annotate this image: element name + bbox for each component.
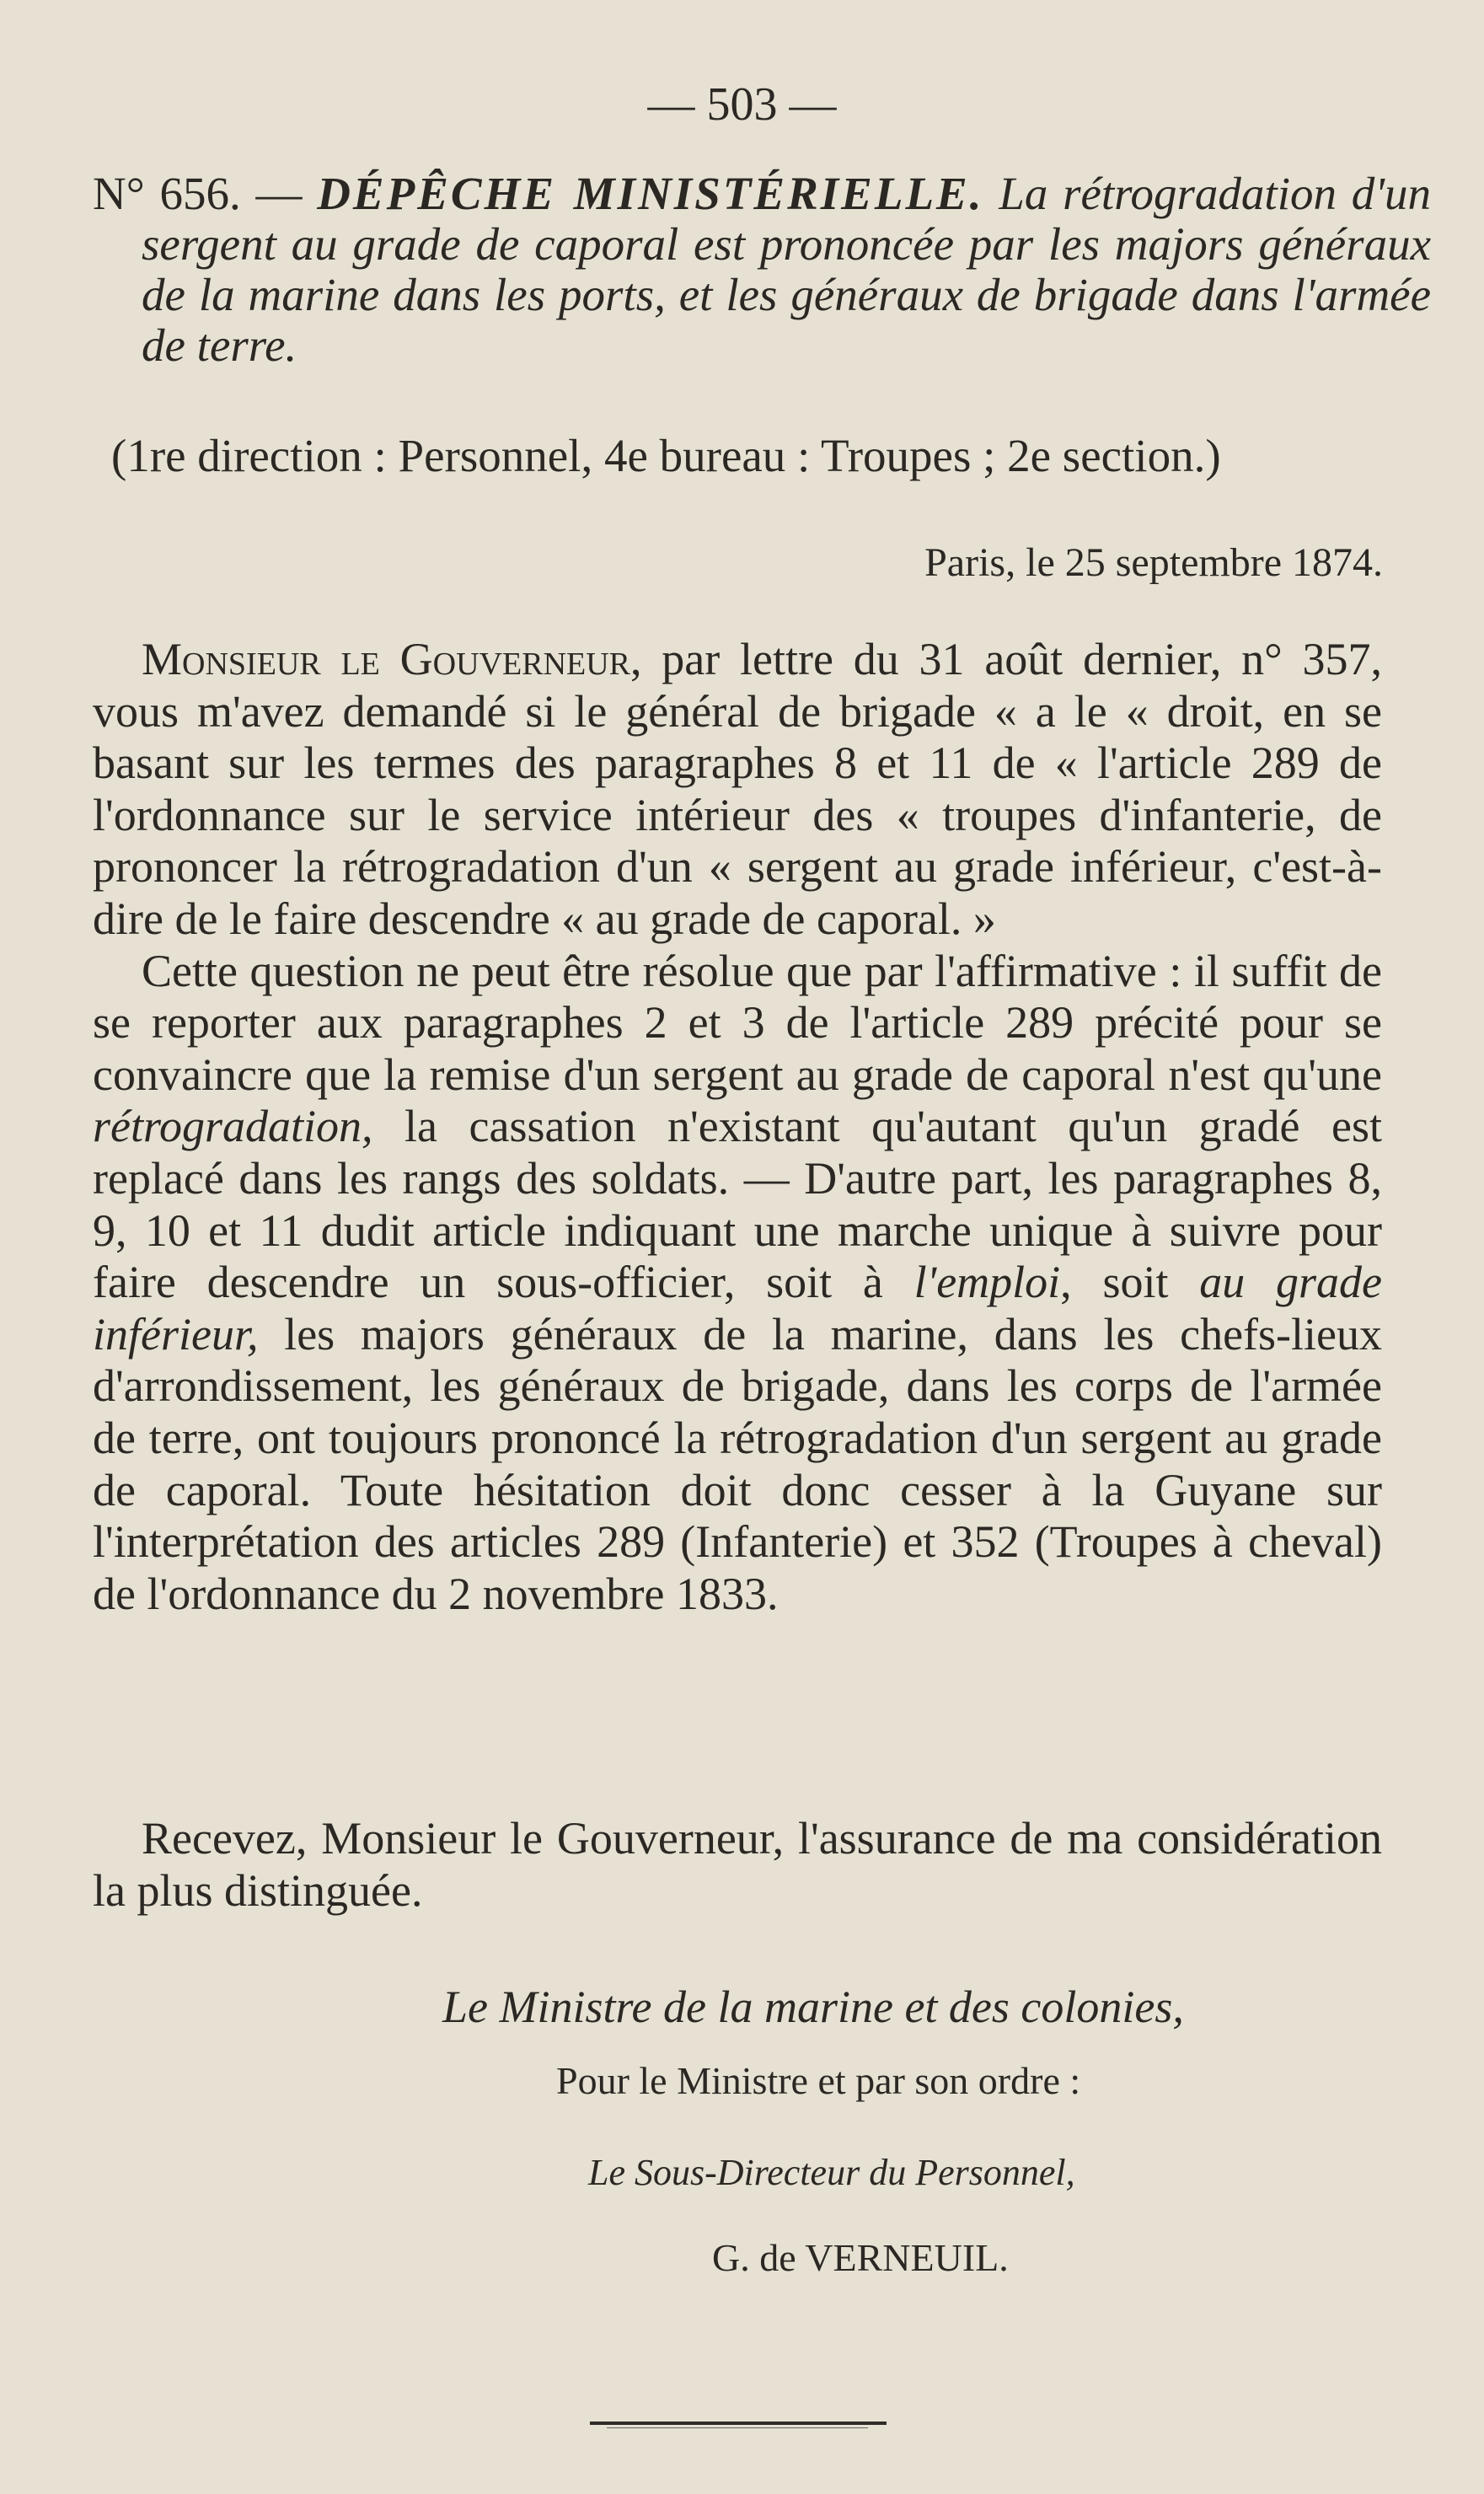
paragraph-2 bbox=[93, 946, 1382, 1621]
paragraph-2-text-c: , soit bbox=[1060, 1257, 1200, 1308]
paragraph-2-emphasis-3: au grade inférieur, bbox=[93, 1257, 1382, 1360]
paragraph-2-text-a: Cette question ne peut être résolue que par l'affirmative : il suffit de se reporter aux paragraphes 2 et 3 de l'article 289 précité pour se convaincre que la remise d'un sergent au grade de caporal n'est qu'une bbox=[93, 945, 1382, 1100]
signature-name: G. de VERNEUIL. bbox=[712, 2236, 1009, 2279]
closing-formula bbox=[93, 1812, 1382, 1917]
signature-minister: Le Ministre de la marine et des colonies, bbox=[442, 1982, 1184, 2032]
paragraph-2-emphasis-1: rétrogradation, bbox=[93, 1101, 373, 1152]
dispatch-heading bbox=[93, 169, 1431, 371]
paragraph-2-text-d: les majors généraux de la marine, dans les chefs-lieux d'arrondissement, les généraux de brigade, dans les corps de l'armée de terre, ont toujours prononcé la rétrogradation d'un sergent au grade de caporal. Toute hésitation doit donc cesser à la Guyane sur l'interprétation des articles 289 (Infanterie) et 352 (Troupes à cheval) de l'ordonnance du 2 novembre 1833. bbox=[93, 1308, 1382, 1619]
signature-subdirector: Le Sous-Directeur du Personnel, bbox=[588, 2152, 1075, 2193]
signature-order: Pour le Ministre et par son ordre : bbox=[556, 2059, 1081, 2102]
letter-body bbox=[93, 634, 1382, 1620]
direction-line: (1re direction : Personnel, 4e bureau : Troupes ; 2e section.) bbox=[111, 430, 1221, 481]
paragraph-1 bbox=[93, 634, 1382, 946]
dispatch-number: N° 656. — bbox=[93, 168, 318, 219]
dateline: Paris, le 25 septembre 1874. bbox=[924, 540, 1383, 585]
paragraph-1-text: par lettre du 31 août dernier, n° 357, vous m'avez demandé si le général de brigade « a le « droit, en se basant sur les termes des paragraphes 8 et 11 de « l'article 289 de l'ordonnance sur le service intérieur des « troupes d'infanterie, de prononcer la rétrogradation d'un « sergent au grade inférieur, c'est-à-dire de le faire descendre « au grade de caporal. » bbox=[93, 634, 1382, 944]
salutation: Monsieur le Gouverneur, bbox=[142, 634, 642, 684]
dispatch-title: DÉPÊCHE MINISTÉRIELLE. bbox=[317, 168, 984, 219]
paragraph-2-text-b: la cassation n'existant qu'autant qu'un gradé est replacé dans les rangs des soldats. — D'autre part, les paragraphes 8, 9, 10 et 11 dudit article indiquant une marche unique à suivre pour faire descendre un sous-officier, soit à bbox=[93, 1101, 1382, 1308]
dispatch-summary: La rétrogradation d'un sergent au grade de caporal est prononcée par les majors généraux de la marine dans les ports, et les généraux de brigade dans l'armée de terre. bbox=[142, 168, 1431, 371]
closing-text: Recevez, Monsieur le Gouverneur, l'assurance de ma considération la plus distinguée. bbox=[93, 1813, 1382, 1916]
paragraph-2-emphasis-2: l'emploi bbox=[913, 1257, 1061, 1308]
end-rule-thin bbox=[607, 2427, 868, 2428]
page-number: — 503 — bbox=[647, 78, 837, 131]
end-rule bbox=[590, 2422, 887, 2425]
